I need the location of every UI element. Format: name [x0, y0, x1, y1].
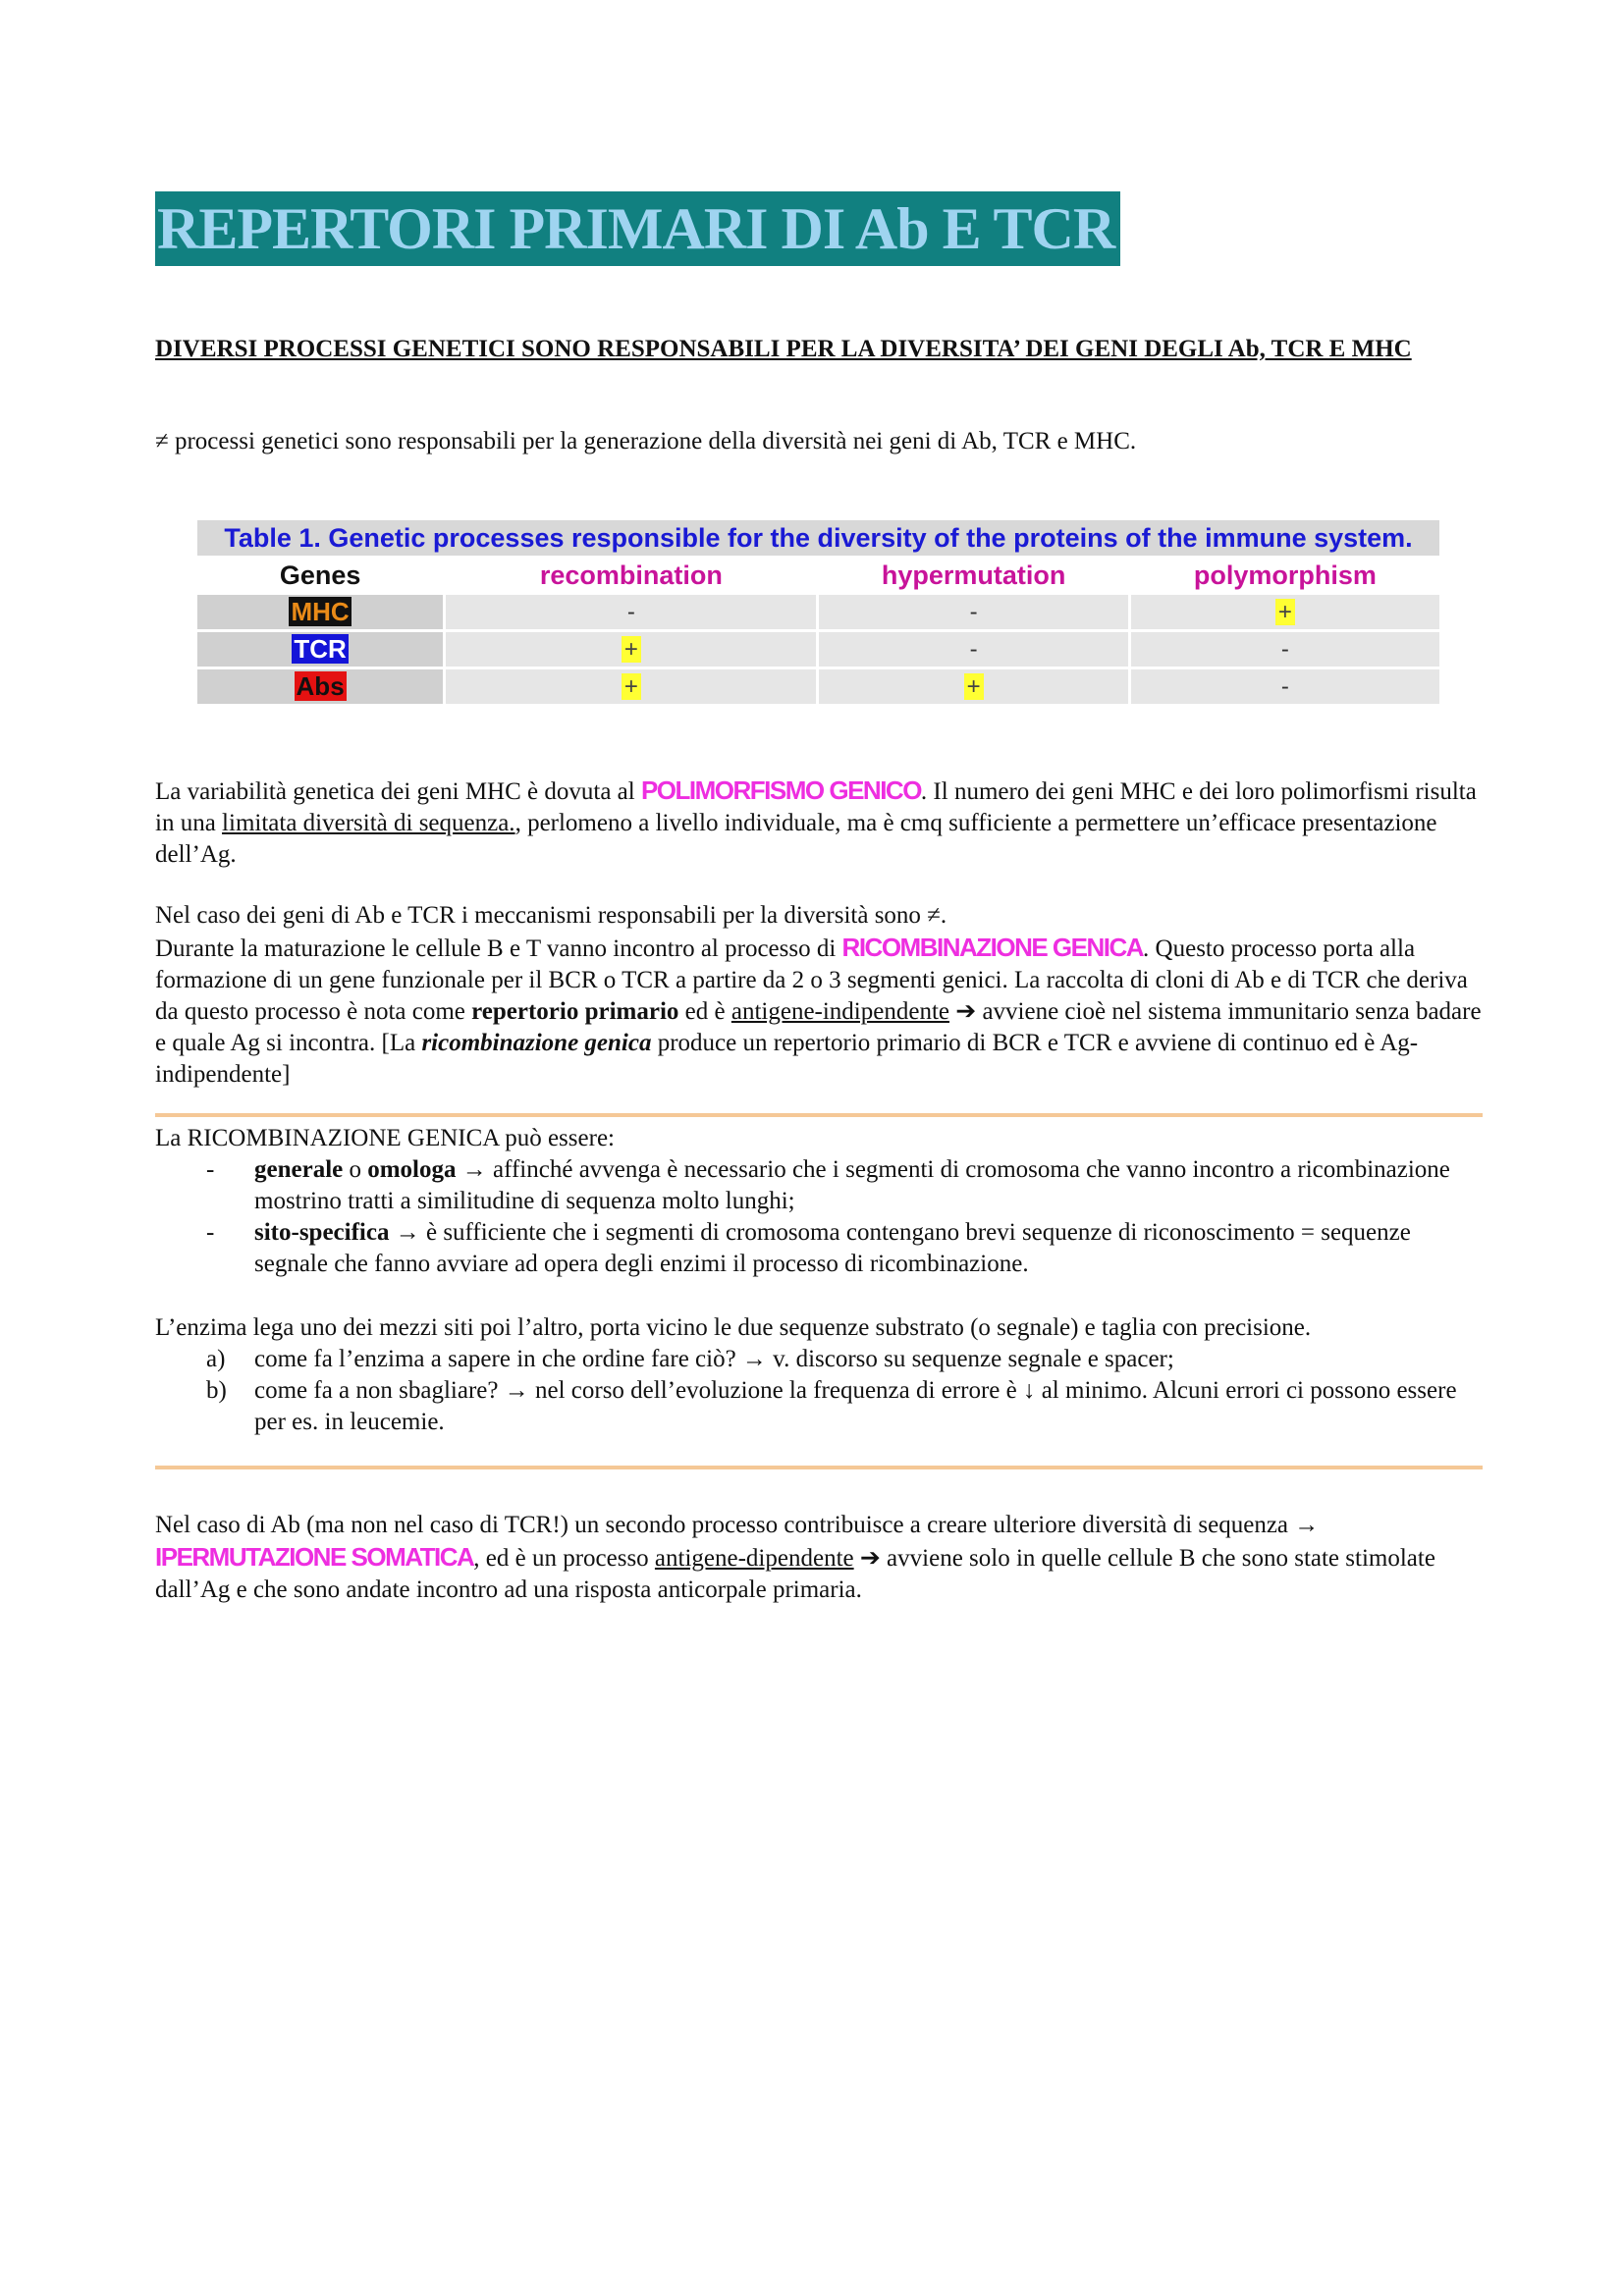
- col-header-genes: Genes: [197, 559, 443, 592]
- list-item: a) come fa l’enzima a sapere in che ordine fare ciò? → v. discorso su sequenze segnale e spacer;: [206, 1346, 1174, 1372]
- list-item: b) come fa a non sbagliare? → nel corso dell’evoluzione la frequenza di errore è ↓ al minimo. Alcuni errori ci possono essere per es. in leucemie.: [206, 1377, 1457, 1435]
- plus-mark: +: [964, 673, 984, 700]
- gene-label-abs: Abs: [296, 670, 345, 701]
- plus-mark: +: [622, 636, 641, 663]
- table-cell: -: [1131, 632, 1439, 667]
- table-cell: -: [819, 595, 1127, 629]
- list-item: - generale o omologa → affinché avvenga è necessario che i segmenti di cromosoma che vanno incontro a ricombinazione mostrino tratti a similitudine di sequenza molto lunghi;: [206, 1156, 1450, 1214]
- paragraph-polymorphism: La variabilità genetica dei geni MHC è dovuta al POLIMORFISMO GENICO. Il numero dei geni MHC e dei loro polimorfismi risulta in una limitata diversità di sequenza., perlomeno a livello individuale, ma è cmq sufficiente a permettere un’efficace presentazione dell’Ag.: [155, 775, 1477, 868]
- table-cell: -: [1131, 669, 1439, 704]
- table-header-row: [197, 559, 1439, 592]
- page-title: REPERTORI PRIMARI DI Ab E TCR: [157, 196, 1115, 261]
- table-cell: -: [446, 595, 816, 629]
- highlight-term: IPERMUTAZIONE SOMATICA: [155, 1542, 474, 1572]
- col-header-recombination: recombination: [446, 559, 816, 592]
- divider: [155, 1113, 1483, 1117]
- highlight-term: RICOMBINAZIONE GENICA: [841, 933, 1144, 962]
- paragraph-recombination: Nel caso dei geni di Ab e TCR i meccanismi responsabili per la diversità sono ≠. Durante la maturazione le cellule B e T vanno incontro al processo di RICOMBINAZIONE GENICA. Questo processo porta alla formazione di un gene funzionale per il BCR o TCR a partire da 2 o 3 segmenti genici. La raccolta di cloni di Ab e di TCR che deriva da questo processo è nota come repertorio primario ed è antigene-indipendente ➔ avviene cioè nel sistema immunitario senza badare e quale Ag si incontra. [La ricombinazione genica produce un repertorio primario di BCR e TCR e avviene di continuo ed è Ag-indipendente]: [155, 902, 1482, 1088]
- paragraph-enzyme: L’enzima lega uno dei mezzi siti poi l’altro, porta vicino le due sequenze substrato (o segnale) e taglia con precisione. a) come fa l’enzima a sapere in che ordine fare ciò? → v. discorso su sequenze segnale e spacer; b) come fa a non sbagliare? → nel corso dell’evoluzione la frequenza di errore è ↓ al minimo. Alcuni errori ci possono essere per es. in leucemie.: [155, 1312, 1486, 1438]
- table-row: [197, 669, 1439, 704]
- gene-label-mhc: MHC: [291, 596, 350, 626]
- plus-mark: +: [622, 673, 641, 700]
- table-caption: Table 1. Genetic processes responsible for the diversity of the proteins of the immune system.: [197, 520, 1439, 556]
- title-banner: [155, 191, 1120, 266]
- section-heading: DIVERSI PROCESSI GENETICI SONO RESPONSABILI PER LA DIVERSITA’ DEI GENI DEGLI Ab, TCR E MHC: [155, 336, 1412, 362]
- highlight-term: POLIMORFISMO GENICO: [640, 775, 921, 805]
- paragraph-recombination-types: La RICOMBINAZIONE GENICA può essere: - generale o omologa → affinché avvenga è necessario che i segmenti di cromosoma che vanno incontro a ricombinazione mostrino tratti a similitudine di sequenza molto lunghi; - sito-specifica → è sufficiente che i segmenti di cromosoma contengano brevi sequenze di riconoscimento = sequenze segnale che fanno avviare ad opera degli enzimi il processo di ricombinazione.: [155, 1123, 1486, 1280]
- divider: [155, 1466, 1483, 1469]
- table-grid: [194, 556, 1442, 707]
- paragraph-hypermutation: Nel caso di Ab (ma non nel caso di TCR!) un secondo processo contribuisce a creare ulteriore diversità di sequenza → IPERMUTAZIONE SOMATICA, ed è un processo antigene-dipendente ➔ avviene solo in quelle cellule B che sono state stimolate dall’Ag e che sono andate incontro ad una risposta anticorpale primaria.: [155, 1512, 1435, 1603]
- plus-mark: +: [1275, 599, 1295, 625]
- gene-label-tcr: TCR: [294, 633, 347, 664]
- genetic-processes-table: [197, 520, 1439, 707]
- col-header-polymorphism: polymorphism: [1131, 559, 1439, 592]
- intro-paragraph: ≠ processi genetici sono responsabili per la generazione della diversità nei geni di Ab, TCR e MHC.: [155, 428, 1137, 454]
- list-item: - sito-specifica → è sufficiente che i segmenti di cromosoma contengano brevi sequenze di riconoscimento = sequenze segnale che fanno avviare ad opera degli enzimi il processo di ricombinazione.: [206, 1219, 1411, 1277]
- col-header-hypermutation: hypermutation: [819, 559, 1127, 592]
- table-row: [197, 632, 1439, 667]
- table-row: [197, 595, 1439, 629]
- table-cell: -: [819, 632, 1127, 667]
